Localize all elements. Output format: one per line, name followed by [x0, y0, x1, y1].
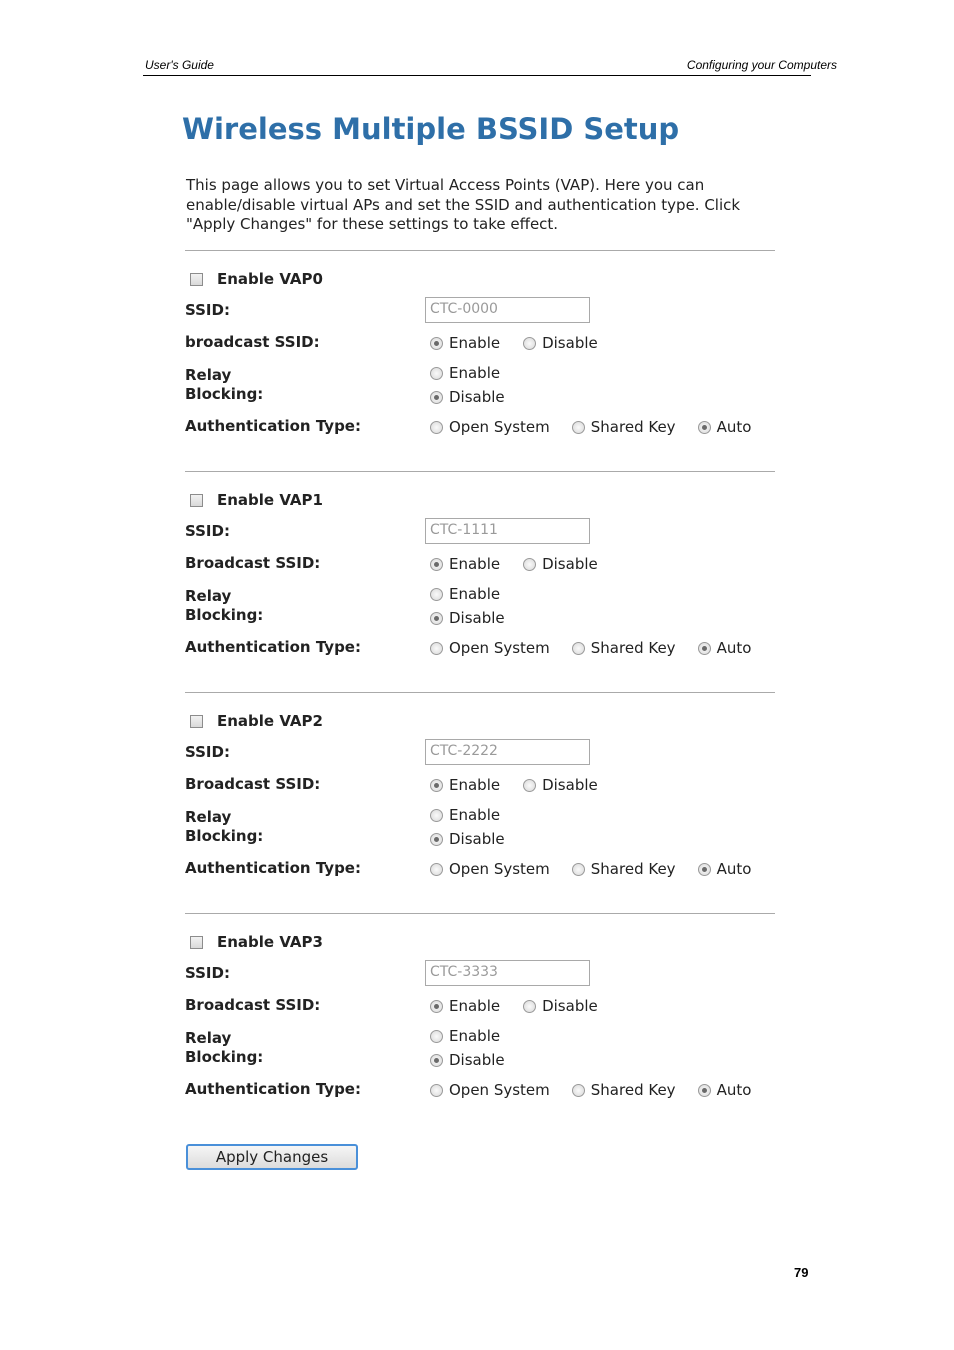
enable-vap-label: Enable VAP2: [217, 712, 323, 730]
auth-open-system-option[interactable]: Open System: [430, 860, 550, 878]
broadcast-ssid-label: Broadcast SSID:: [185, 775, 321, 793]
auth-auto-option[interactable]: Auto: [698, 860, 752, 878]
auth-auto-radio[interactable]: [698, 642, 711, 655]
header-right-text: Configuring your Computers: [686, 58, 837, 72]
relay-enable-option[interactable]: Enable: [430, 364, 500, 382]
auth-type-label: Authentication Type:: [185, 1080, 361, 1098]
enable-vap-checkbox[interactable]: [190, 936, 203, 949]
broadcast-ssid-label: Broadcast SSID:: [185, 554, 321, 572]
auth-type-label: Authentication Type:: [185, 638, 361, 656]
enable-vap-row[interactable]: [190, 712, 323, 730]
section-divider: [185, 913, 775, 914]
broadcast-enable-option[interactable]: Enable: [430, 334, 500, 352]
auth-auto-radio[interactable]: [698, 421, 711, 434]
auth-open-system-radio[interactable]: [430, 1084, 443, 1097]
broadcast-ssid-radios: [430, 997, 598, 1015]
auth-type-radios: [430, 639, 751, 657]
page-number: 79: [794, 1265, 809, 1280]
relay-enable-radio[interactable]: [430, 588, 443, 601]
vap-section-2: [0, 712, 954, 922]
document-header: [143, 56, 837, 76]
enable-vap-label: Enable VAP1: [217, 491, 323, 509]
auth-open-system-radio[interactable]: [430, 421, 443, 434]
section-divider: [185, 250, 775, 251]
auth-shared-key-radio[interactable]: [572, 421, 585, 434]
relay-enable-radio[interactable]: [430, 367, 443, 380]
auth-shared-key-radio[interactable]: [572, 863, 585, 876]
relay-disable-radio[interactable]: [430, 391, 443, 404]
broadcast-enable-option[interactable]: Enable: [430, 555, 500, 573]
auth-auto-option[interactable]: Auto: [698, 1081, 752, 1099]
auth-auto-option[interactable]: Auto: [698, 639, 752, 657]
relay-label: Relay: [185, 366, 232, 384]
enable-vap-checkbox[interactable]: [190, 494, 203, 507]
intro-text: This page allows you to set Virtual Access Points (VAP). Here you can enable/disable virtual APs and set the SSID and authentication type. Click "Apply Changes" for these settings to take effect.: [186, 176, 741, 233]
vap-section-1: [0, 491, 954, 701]
relay-disable-radio[interactable]: [430, 612, 443, 625]
relay-disable-radio[interactable]: [430, 833, 443, 846]
ssid-input[interactable]: CTC-1111: [425, 518, 590, 544]
auth-type-radios: [430, 418, 751, 436]
broadcast-disable-radio[interactable]: [523, 779, 536, 792]
broadcast-enable-option[interactable]: Enable: [430, 997, 500, 1015]
relay-label: Relay: [185, 587, 232, 605]
enable-vap-checkbox[interactable]: [190, 715, 203, 728]
broadcast-disable-radio[interactable]: [523, 1000, 536, 1013]
enable-vap-row[interactable]: [190, 491, 323, 509]
header-left-text: User's Guide: [145, 58, 214, 72]
ssid-input[interactable]: CTC-3333: [425, 960, 590, 986]
ssid-input[interactable]: CTC-2222: [425, 739, 590, 765]
auth-shared-key-radio[interactable]: [572, 642, 585, 655]
auth-open-system-option[interactable]: Open System: [430, 418, 550, 436]
auth-auto-option[interactable]: Auto: [698, 418, 752, 436]
broadcast-ssid-radios: [430, 334, 598, 352]
relay-enable-option[interactable]: Enable: [430, 806, 500, 824]
blocking-label: Blocking:: [185, 385, 264, 403]
auth-type-radios: [430, 1081, 751, 1099]
relay-disable-option[interactable]: Disable: [430, 388, 505, 406]
ssid-label: SSID:: [185, 743, 230, 761]
broadcast-enable-option[interactable]: Enable: [430, 776, 500, 794]
relay-enable-option[interactable]: Enable: [430, 585, 500, 603]
relay-disable-option[interactable]: Disable: [430, 830, 505, 848]
broadcast-enable-radio[interactable]: [430, 779, 443, 792]
ssid-input[interactable]: CTC-0000: [425, 297, 590, 323]
broadcast-disable-option[interactable]: Disable: [523, 997, 598, 1015]
auth-open-system-radio[interactable]: [430, 642, 443, 655]
vap-section-3: [0, 933, 954, 1143]
broadcast-enable-radio[interactable]: [430, 337, 443, 350]
broadcast-disable-radio[interactable]: [523, 337, 536, 350]
blocking-label: Blocking:: [185, 827, 264, 845]
relay-disable-option[interactable]: Disable: [430, 1051, 505, 1069]
auth-shared-key-radio[interactable]: [572, 1084, 585, 1097]
enable-vap-checkbox[interactable]: [190, 273, 203, 286]
broadcast-disable-option[interactable]: Disable: [523, 334, 598, 352]
relay-label: Relay: [185, 808, 232, 826]
blocking-label: Blocking:: [185, 606, 264, 624]
ssid-label: SSID:: [185, 522, 230, 540]
enable-vap-row[interactable]: [190, 270, 323, 288]
ssid-label: SSID:: [185, 301, 230, 319]
auth-shared-key-option[interactable]: Shared Key: [572, 860, 676, 878]
enable-vap-label: Enable VAP0: [217, 270, 323, 288]
ssid-label: SSID:: [185, 964, 230, 982]
apply-changes-button[interactable]: Apply Changes: [186, 1144, 358, 1170]
broadcast-ssid-radios: [430, 776, 598, 794]
auth-open-system-option[interactable]: Open System: [430, 1081, 550, 1099]
relay-label: Relay: [185, 1029, 232, 1047]
auth-type-radios: [430, 860, 751, 878]
broadcast-ssid-label: Broadcast SSID:: [185, 996, 321, 1014]
relay-disable-radio[interactable]: [430, 1054, 443, 1067]
relay-disable-option[interactable]: Disable: [430, 609, 505, 627]
broadcast-ssid-label: broadcast SSID:: [185, 333, 320, 351]
broadcast-ssid-radios: [430, 555, 598, 573]
auth-open-system-option[interactable]: Open System: [430, 639, 550, 657]
auth-shared-key-option[interactable]: Shared Key: [572, 418, 676, 436]
relay-enable-option[interactable]: Enable: [430, 1027, 500, 1045]
enable-vap-row[interactable]: [190, 933, 323, 951]
broadcast-disable-option[interactable]: Disable: [523, 776, 598, 794]
auth-auto-radio[interactable]: [698, 863, 711, 876]
auth-type-label: Authentication Type:: [185, 859, 361, 877]
auth-auto-radio[interactable]: [698, 1084, 711, 1097]
broadcast-disable-radio[interactable]: [523, 558, 536, 571]
broadcast-enable-radio[interactable]: [430, 1000, 443, 1013]
broadcast-enable-radio[interactable]: [430, 558, 443, 571]
section-divider: [185, 471, 775, 472]
broadcast-disable-option[interactable]: Disable: [523, 555, 598, 573]
auth-open-system-radio[interactable]: [430, 863, 443, 876]
blocking-label: Blocking:: [185, 1048, 264, 1066]
auth-shared-key-option[interactable]: Shared Key: [572, 639, 676, 657]
section-divider: [185, 692, 775, 693]
relay-enable-radio[interactable]: [430, 1030, 443, 1043]
auth-shared-key-option[interactable]: Shared Key: [572, 1081, 676, 1099]
page-title: Wireless Multiple BSSID Setup: [182, 112, 680, 146]
relay-enable-radio[interactable]: [430, 809, 443, 822]
auth-type-label: Authentication Type:: [185, 417, 361, 435]
vap-section-0: [0, 270, 954, 480]
enable-vap-label: Enable VAP3: [217, 933, 323, 951]
